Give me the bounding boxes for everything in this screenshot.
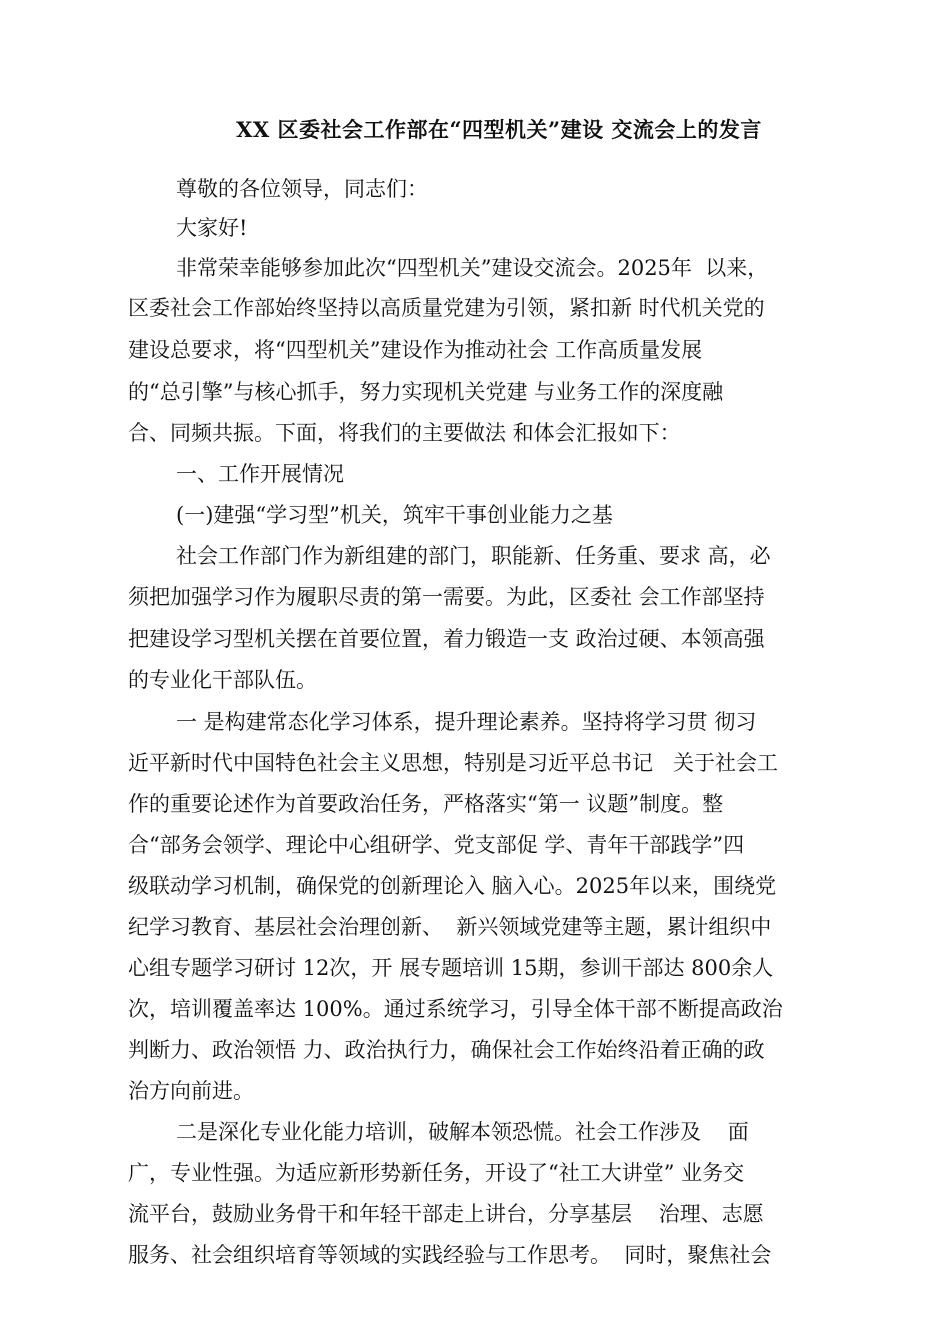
paragraph-line: 广，专业性强。为适应新形势新任务，开设了“社工大讲堂” 业务交 <box>128 1161 745 1185</box>
paragraph-line: 流平台，鼓励业务骨干和年轻干部走上讲台，分享基层 治理、志愿 <box>128 1202 764 1226</box>
paragraph-line: 建设总要求，将“四型机关”建设作为推动社会 工作高质量发展 <box>128 338 703 362</box>
paragraph-line: 把建设学习型机关摆在首要位置，着力锻造一支 政治过硬、本领高强 <box>128 627 765 651</box>
paragraph-line: 治方向前进。 <box>128 1079 254 1103</box>
paragraph-line: 一、工作开展情况 <box>176 462 344 486</box>
paragraph-line: 的专业化干部队伍。 <box>128 668 317 692</box>
paragraph-line: 二是深化专业化能力培训，破解本领恐慌。社会工作涉及 面 <box>176 1120 749 1144</box>
paragraph-line: 合“部务会领学、理论中心组研学、党支部促 学、青年干部践学”四 <box>128 833 745 857</box>
paragraph-line: 须把加强学习作为履职尽责的第一需要。为此，区委社 会工作部坚持 <box>128 585 765 609</box>
paragraph-line: 尊敬的各位领导，同志们： <box>176 177 428 201</box>
document-title: XX 区委社会工作部在“四型机关”建设 交流会上的发言 <box>236 117 762 142</box>
paragraph-line: 近平新时代中国特色社会主义思想，特别是习近平总书记 关于社会工 <box>128 751 779 775</box>
paragraph-line: 心组专题学习研讨 12次，开 展专题培训 15期，参训干部达 800余人 <box>128 956 774 980</box>
paragraph-line: 社会工作部门作为新组建的部门，职能新、任务重、要求 高，必 <box>176 544 771 568</box>
paragraph-line: 服务、社会组织培育等领域的实践经验与工作思考。 同时，聚焦社会 <box>128 1243 772 1267</box>
paragraph-line: 次，培训覆盖率达 100%。通过系统学习，引导全体干部不断提高政治 <box>128 997 783 1021</box>
paragraph-line: 判断力、政治领悟 力、政治执行力，确保社会工作始终沿着正确的政 <box>128 1038 765 1062</box>
paragraph-line: (一)建强“学习型”机关，筑牢干事创业能力之基 <box>176 503 613 527</box>
paragraph-line: 一 是构建常态化学习体系，提升理论素养。坚持将学习贯 彻习 <box>176 710 757 734</box>
paragraph-line: 级联动学习机制，确保党的创新理论入 脑入心。2025年以来，围绕党 <box>128 874 777 898</box>
paragraph-line: 大家好! <box>176 216 248 240</box>
paragraph-line: 的“总引擎”与核心抓手，努力实现机关党建 与业务工作的深度融 <box>128 380 724 404</box>
paragraph-line: 区委社会工作部始终坚持以高质量党建为引领，紧扣新 时代机关党的 <box>128 296 765 320</box>
paragraph-line: 合、同频共振。下面，将我们的主要做法 和体会汇报如下： <box>128 421 681 445</box>
paragraph-line: 纪学习教育、基层社会治理创新、 新兴领域党建等主题，累计组织中 <box>128 915 772 939</box>
paragraph-line: 作的重要论述作为首要政治任务，严格落实“第一 议题”制度。整 <box>128 792 724 816</box>
paragraph-line: 非常荣幸能够参加此次“四型机关”建设交流会。2025年 以来， <box>176 256 769 280</box>
